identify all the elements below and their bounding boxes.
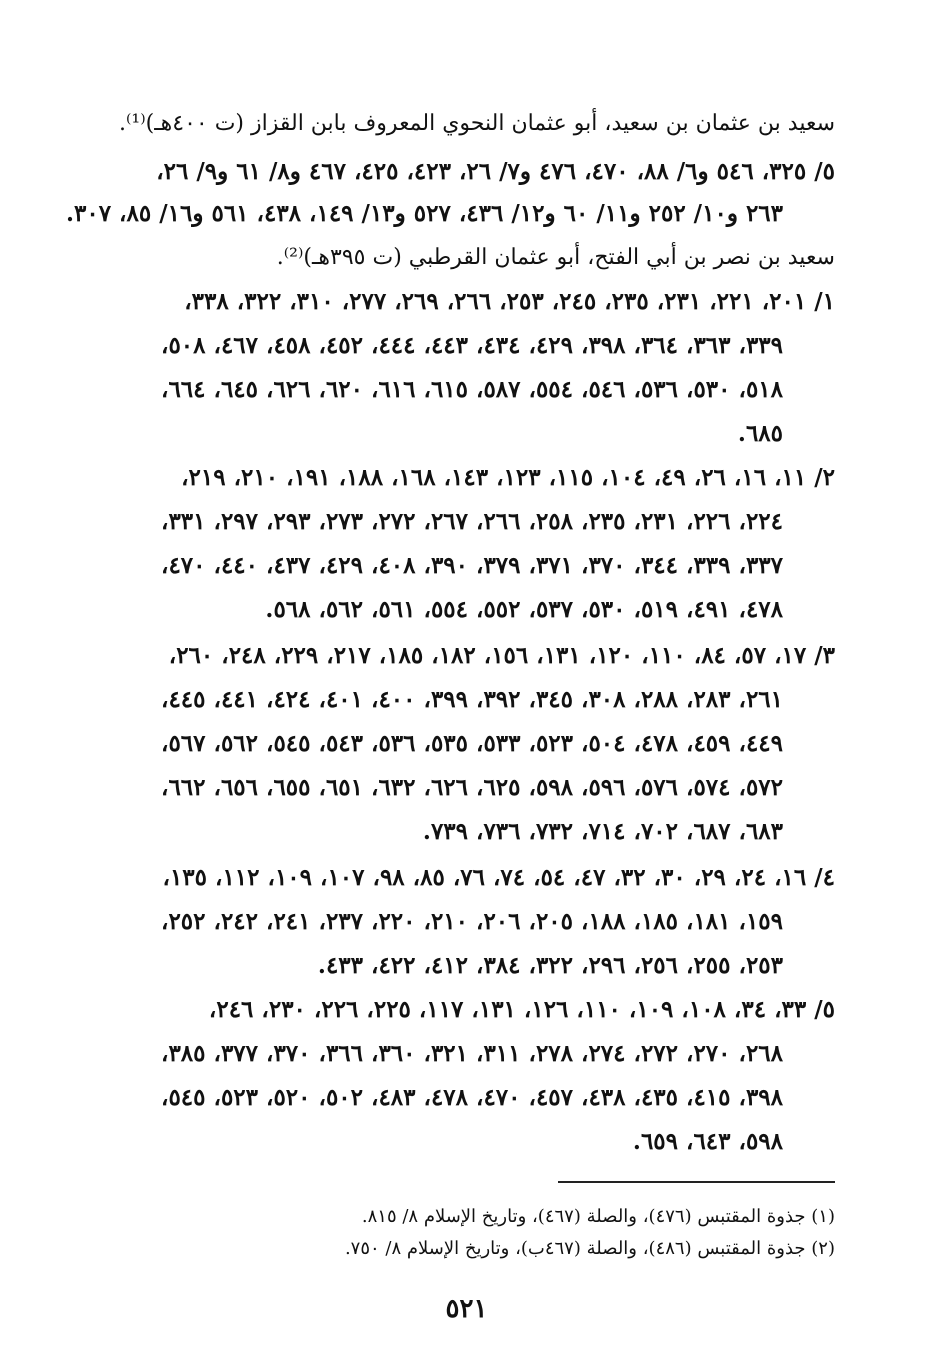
- reference-line: ٣/ ١٧، ٥٧، ٨٤، ١١٠، ١٢٠، ١٣١، ١٥٦، ١٨٢، ١٨٥، ٢١٧، ٢٢٩، ٢٤٨، ٢٦٠،: [168, 642, 835, 669]
- reference-line: ٤٤٩، ٤٥٩، ٤٧٨، ٥٠٤، ٥٢٣، ٥٣٣، ٥٣٥، ٥٣٦، ٥٤٣، ٥٤٥، ٥٦٢، ٥٦٧،: [161, 730, 783, 757]
- reference-line: ٥/ ٣٣، ٣٤، ١٠٨، ١٠٩، ١١٠، ١٢٦، ١٣١، ١١٧، ٢٢٥، ٢٢٦، ٢٣٠، ٢٤٦،: [208, 996, 835, 1023]
- footnote-divider: [558, 1181, 835, 1183]
- reference-line: ٥٩٨، ٦٤٣، ٦٥٩.: [632, 1128, 783, 1155]
- reference-line: ١٥٩، ١٨١، ١٨٥، ١٨٨، ٢٠٥، ٢٠٦، ٢١٠، ٢٢٠، ٢٣٧، ٢٤١، ٢٤٢، ٢٥٢،: [161, 908, 783, 935]
- reference-line: ٥٧٢، ٥٧٤، ٥٧٦، ٥٩٦، ٥٩٨، ٦٢٥، ٦٢٦، ٦٣٢، ٦٥١، ٦٥٥، ٦٥٦، ٦٦٢،: [161, 774, 783, 801]
- footnote-2: (٢) جذوة المقتبس (٤٨٦)، والصلة (٤٦٧ب)، وتاريخ الإسلام ٨/ ٧٥٠.: [344, 1238, 835, 1259]
- page-number: ٥٢١: [445, 1294, 488, 1324]
- entry-heading-saeed-ibn-nasr: سعيد بن نصر بن أبي الفتح، أبو عثمان القرطبي (ت ٣٩٥هـ)⁽²⁾.: [276, 245, 835, 270]
- reference-line: ٢/ ١١، ١٦، ٢٦، ٤٩، ١٠٤، ١١٥، ١٢٣، ١٤٣، ١٦٨، ١٨٨، ١٩١، ٢١٠، ٢١٩،: [181, 464, 835, 491]
- reference-line: ٥١٨، ٥٣٠، ٥٣٦، ٥٤٦، ٥٥٤، ٥٨٧، ٦١٥، ٦١٦، ٦٢٠، ٦٢٦، ٦٤٥، ٦٦٤،: [161, 376, 783, 403]
- reference-line: ٦٨٣، ٦٨٧، ٧٠٢، ٧١٤، ٧٣٢، ٧٣٦، ٧٣٩.: [422, 818, 783, 845]
- reference-line: ٦٨٥.: [737, 420, 783, 447]
- reference-line: ١/ ٢٠١، ٢٢١، ٢٣١، ٢٣٥، ٢٤٥، ٢٥٣، ٢٦٦، ٢٦٩، ٢٧٧، ٣١٠، ٣٢٢، ٣٣٨،: [184, 288, 835, 315]
- footnote-1: (١) جذوة المقتبس (٤٧٦)، والصلة (٤٦٧)، وتاريخ الإسلام ٨/ ٨١٥.: [361, 1206, 835, 1227]
- reference-line: ٣٣٧، ٣٣٩، ٣٤٤، ٣٧٠، ٣٧١، ٣٧٩، ٣٩٠، ٤٠٨، ٤٢٩، ٤٣٧، ٤٤٠، ٤٧٠،: [161, 552, 783, 579]
- reference-line: ٢٥٣، ٢٥٥، ٢٥٦، ٢٩٦، ٣٢٢، ٣٨٤، ٤١٢، ٤٢٢، ٤٣٣.: [317, 952, 783, 979]
- reference-line: ٢٦٣ و١٠/ ٢٥٢ و١١/ ٦٠ و١٢/ ٤٣٦، ٥٢٧ و١٣/ ١٤٩، ٤٣٨، ٥٦١ و١٦/ ٨٥، ٣٠٧.: [65, 200, 783, 227]
- reference-line: ٢٦١، ٢٨٣، ٢٨٨، ٣٠٨، ٣٤٥، ٣٩٢، ٣٩٩، ٤٠٠، ٤٠١، ٤٢٤، ٤٤١، ٤٤٥،: [161, 686, 783, 713]
- reference-line: ٣٣٩، ٣٦٣، ٣٦٤، ٣٩٨، ٤٢٩، ٤٣٤، ٤٤٣، ٤٤٤، ٤٥٢، ٤٥٨، ٤٦٧، ٥٠٨،: [161, 332, 783, 359]
- reference-line: ٢٦٨، ٢٧٠، ٢٧٢، ٢٧٤، ٢٧٨، ٣١١، ٣٢١، ٣٦٠، ٣٦٦، ٣٧٠، ٣٧٧، ٣٨٥،: [161, 1040, 783, 1067]
- reference-line: ٣٩٨، ٤١٥، ٤٣٥، ٤٣٨، ٤٥٧، ٤٧٠، ٤٧٨، ٤٨٣، ٥٠٢، ٥٢٠، ٥٢٣، ٥٤٥،: [161, 1084, 783, 1111]
- reference-line: ٢٢٤، ٢٢٦، ٢٣١، ٢٣٥، ٢٥٨، ٢٦٦، ٢٦٧، ٢٧٢، ٢٧٣، ٢٩٣، ٢٩٧، ٣٣١،: [161, 508, 783, 535]
- reference-line: ٤/ ١٦، ٢٤، ٢٩، ٣٠، ٣٢، ٤٧، ٥٤، ٧٤، ٧٦، ٨٥، ٩٨، ١٠٧، ١٠٩، ١١٢، ١٣٥،: [162, 864, 835, 891]
- reference-line: ٥/ ٣٢٥، ٥٤٦ و٦/ ٨٨، ٤٧٠، ٤٧٦ و٧/ ٢٦، ٤٢٣، ٤٢٥، ٤٦٧ و٨/ ٦١ و٩/ ٢٦،: [156, 158, 835, 185]
- entry-heading-saeed-ibn-uthman: سعيد بن عثمان بن سعيد، أبو عثمان النحوي المعروف بابن القزاز (ت ٤٠٠هـ)⁽¹⁾.: [118, 111, 835, 136]
- reference-line: ٤٧٨، ٤٩١، ٥١٩، ٥٣٠، ٥٣٧، ٥٥٢، ٥٥٤، ٥٦١، ٥٦٢، ٥٦٨.: [265, 596, 783, 623]
